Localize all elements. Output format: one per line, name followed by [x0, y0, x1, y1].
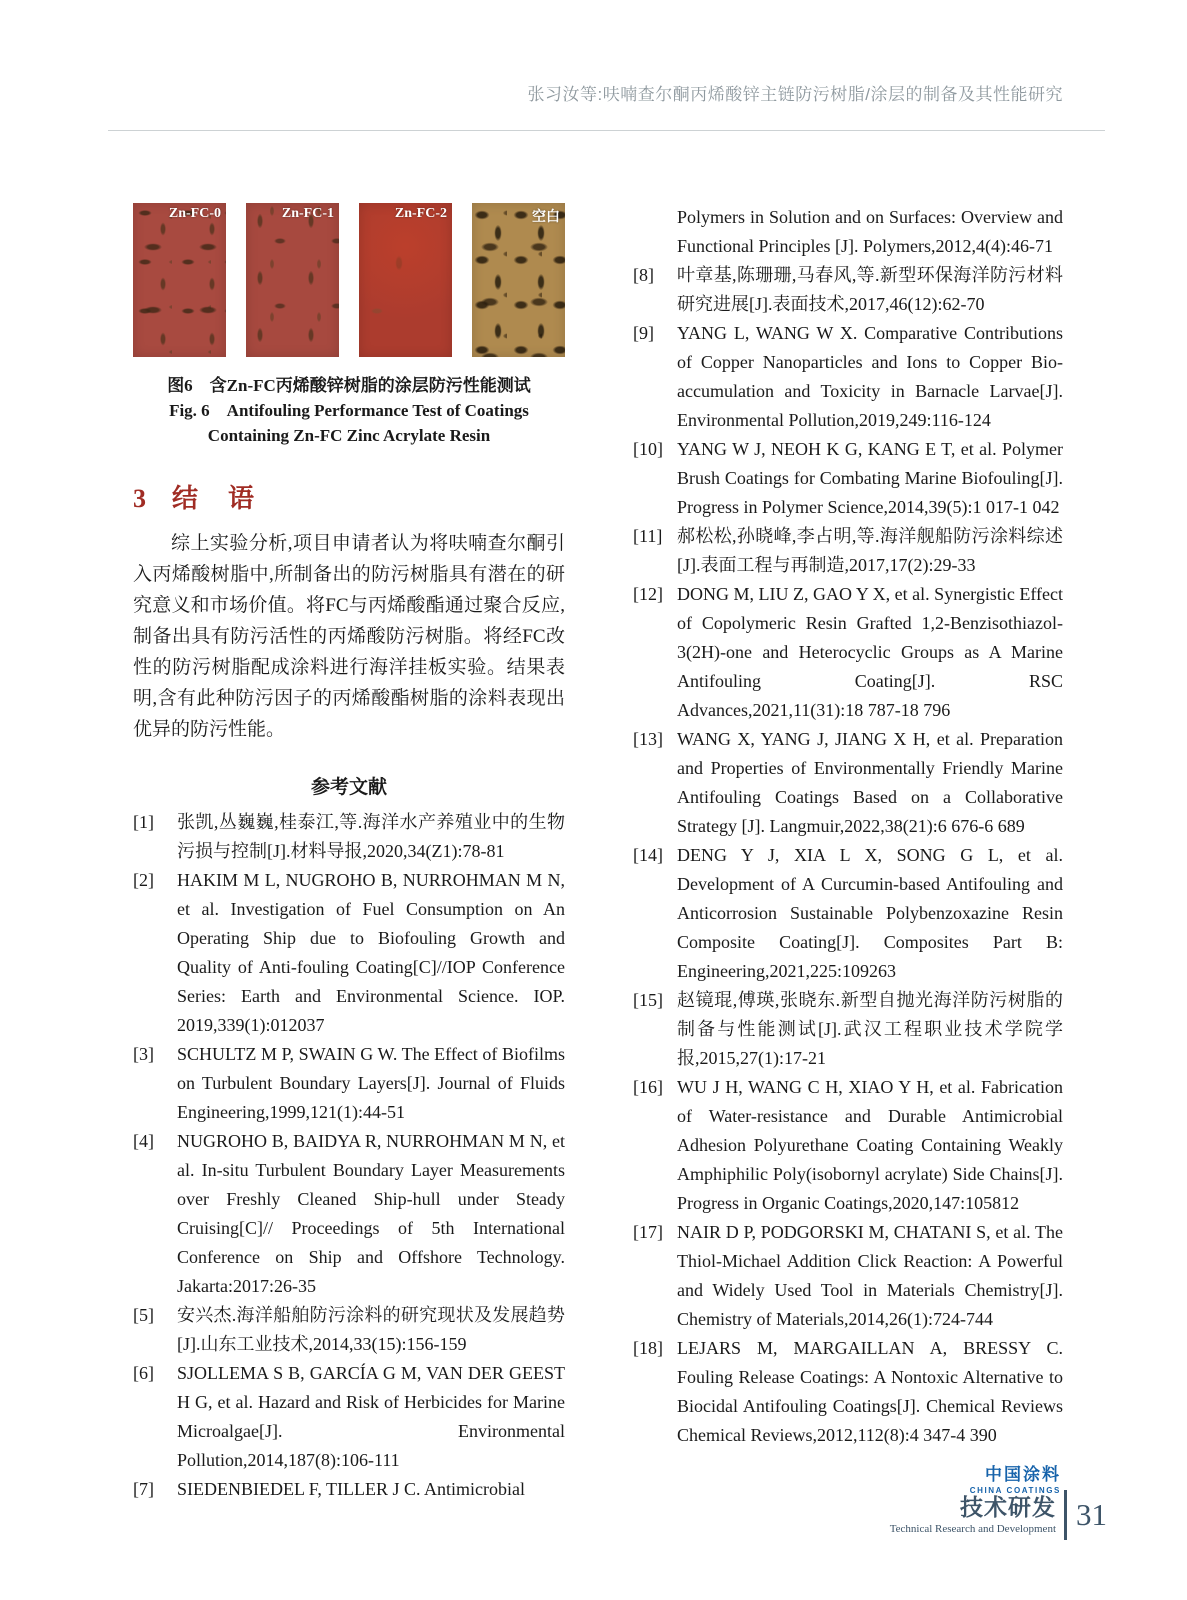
section-body: 综上实验分析,项目申请者认为将呋喃查尔酮引入丙烯酸树脂中,所制备出的防污树脂具有潜在的研究意义和市场价值。将FC与丙烯酸酯通过聚合反应,制备出具有防污活性的丙烯酸防污树脂。将经FC改性的防污树脂配成涂料进行海洋挂板实验。结果表明,含有此种防污因子的丙烯酸酯树脂的涂料表现出优异的防污性能。 [133, 533, 565, 740]
reference-list-left [133, 808, 565, 1504]
reference-item [633, 725, 1063, 841]
reference-item [633, 203, 1063, 261]
reference-number: [4] [133, 1131, 154, 1151]
figure-panel-label: Zn-FC-2 [394, 206, 447, 221]
reference-text: YANG W J, NEOH K G, KANG E T, et al. Polymer Brush Coatings for Combating Marine Biofouling[J]. Progress in Polymer Science,2014,39(5):1 017-1 042 [677, 439, 1063, 517]
reference-item [133, 1040, 565, 1127]
reference-text: SIEDENBIEDEL F, TILLER J C. Antimicrobial [177, 1479, 526, 1499]
reference-item [133, 808, 565, 866]
reference-number: [3] [133, 1044, 154, 1064]
reference-number: [18] [633, 1338, 663, 1358]
reference-item [633, 435, 1063, 522]
page-number: 31 [1076, 1497, 1107, 1532]
reference-text: DONG M, LIU Z, GAO Y X, et al. Synergistic Effect of Copolymeric Resin Grafted 1,2-Benzisothiazol-3(2H)-one and Heterocyclic Groups as A Marine Antifouling Coating[J]. RSC Advances,2021,11(31):18 787-18 796 [677, 584, 1063, 720]
reference-number: [16] [633, 1077, 663, 1097]
reference-number: [11] [633, 526, 663, 546]
reference-number: [12] [633, 584, 663, 604]
figure-panel-label: 空白 [532, 210, 560, 225]
reference-text: LEJARS M, MARGAILLAN A, BRESSY C. Fouling Release Coatings: A Nontoxic Alternative to Biocidal Antifouling Coatings[J]. Chemical Reviews Chemical Reviews,2012,112(8):4 347-4 390 [677, 1338, 1063, 1445]
reference-number: [10] [633, 439, 663, 459]
figure-panel [133, 203, 226, 357]
reference-item [133, 866, 565, 1040]
figure-caption-en-1: Fig. 6 Antifouling Performance Test of Coatings [169, 401, 529, 420]
reference-number: [2] [133, 870, 154, 890]
reference-item [633, 319, 1063, 435]
reference-item [133, 1475, 565, 1504]
reference-number: [13] [633, 729, 663, 749]
reference-number: [14] [633, 845, 663, 865]
section-title: 结 语 [172, 484, 257, 513]
journal-logo-zh: 中国涂料 [985, 1465, 1061, 1484]
figure-panel-label: Zn-FC-1 [281, 206, 334, 221]
reference-text: 赵镜琨,傅瑛,张晓东.新型自抛光海洋防污树脂的制备与性能测试[J].武汉工程职业技术学院学报,2015,27(1):17-21 [677, 990, 1063, 1068]
footer-section-labels [890, 1496, 1056, 1535]
footer-section-en: Technical Research and Development [889, 1522, 1056, 1535]
figure-caption-zh: 图6 含Zn-FC丙烯酸锌树脂的涂层防污性能测试 [167, 376, 531, 395]
section-heading [133, 478, 565, 515]
figure-panel [246, 203, 339, 357]
reference-number [633, 203, 677, 261]
journal-logo-en: CHINA COATINGS [969, 1486, 1061, 1495]
left-column [133, 203, 565, 1504]
page-footer [890, 1490, 1107, 1540]
reference-item [633, 522, 1063, 580]
reference-number: [15] [633, 990, 663, 1010]
reference-item [633, 1218, 1063, 1334]
footer-section-zh: 技术研发 [960, 1494, 1056, 1520]
footer-divider [1064, 1490, 1067, 1540]
references-heading: 参考文献 [310, 777, 387, 798]
reference-number: [17] [633, 1222, 663, 1242]
header-rule [108, 130, 1105, 131]
reference-text: WU J H, WANG C H, XIAO Y H, et al. Fabrication of Water-resistance and Durable Antimicrobial Adhesion Polyurethane Coating Containing Weakly Amphiphilic Poly(isobornyl acrylate) Side Chains[J]. Progress in Organic Coatings,2020,147:105812 [677, 1077, 1063, 1213]
section-number: 3 [133, 484, 146, 513]
reference-item [133, 1127, 565, 1301]
reference-text: NAIR D P, PODGORSKI M, CHATANI S, et al. The Thiol-Michael Addition Click Reaction: A Powerful and Widely Used Tool in Materials Chemistry[J]. Chemistry of Materials,2014,26(1):724-744 [677, 1222, 1063, 1329]
reference-text: 安兴杰.海洋船舶防污涂料的研究现状及发展趋势[J].山东工业技术,2014,33(15):156-159 [177, 1305, 565, 1354]
reference-item [633, 986, 1063, 1073]
reference-item [133, 1359, 565, 1475]
reference-item [633, 1073, 1063, 1218]
reference-text: WANG X, YANG J, JIANG X H, et al. Preparation and Properties of Environmentally Friendly Marine Antifouling Coatings Based on a Collaborative Strategy [J]. Langmuir,2022,38(21):6 676-6 689 [677, 729, 1063, 836]
reference-number: [9] [633, 323, 654, 343]
reference-text: 叶章基,陈珊珊,马春风,等.新型环保海洋防污材料研究进展[J].表面技术,2017,46(12):62-70 [677, 265, 1063, 314]
reference-number: [5] [133, 1305, 154, 1325]
reference-number: [8] [633, 265, 654, 285]
reference-item [633, 1334, 1063, 1450]
reference-number: [1] [133, 812, 154, 832]
figure-caption-en-2: Containing Zn-FC Zinc Acrylate Resin [207, 426, 491, 445]
reference-text: HAKIM M L, NUGROHO B, NURROHMAN M N, et al. Investigation of Fuel Consumption on An Operating Ship due to Biofouling Growth and Quality of Anti-fouling Coating[C]//IOP Conference Series: Earth and Environmental Science. IOP. 2019,339(1):012037 [177, 870, 565, 1035]
reference-item [633, 841, 1063, 986]
running-header-title: 张习汝等:呋喃查尔酮丙烯酸锌主链防污树脂/涂层的制备及其性能研究 [527, 85, 1063, 104]
reference-text: SJOLLEMA S B, GARCÍA G M, VAN DER GEEST H G, et al. Hazard and Risk of Herbicides for Marine Microalgae[J]. Environmental Pollution,2014,187(8):106-111 [177, 1363, 565, 1470]
reference-text: Polymers in Solution and on Surfaces: Overview and Functional Principles [J]. Polymers,2012,4(4):46-71 [677, 207, 1063, 256]
reference-item [133, 1301, 565, 1359]
reference-item [633, 580, 1063, 725]
figure-panel [359, 203, 452, 357]
right-column [633, 203, 1063, 1495]
figure-panel-label: Zn-FC-0 [168, 206, 221, 221]
reference-number: [6] [133, 1363, 154, 1383]
figure-panel [472, 203, 565, 357]
reference-text: 张凯,丛巍巍,桂泰江,等.海洋水产养殖业中的生物污损与控制[J].材料导报,2020,34(Z1):78-81 [177, 812, 565, 861]
reference-text: 郝松松,孙晓峰,李占明,等.海洋舰船防污涂料综述[J].表面工程与再制造,2017,17(2):29-33 [677, 526, 1063, 575]
reference-number: [7] [133, 1479, 154, 1499]
figure-caption [133, 373, 565, 448]
reference-text: DENG Y J, XIA L X, SONG G L, et al. Development of A Curcumin-based Antifouling and Anticorrosion Sustainable Polybenzoxazine Resin Composite Coating[J]. Composites Part B: Engineering,2021,225:109263 [677, 845, 1063, 981]
reference-text: NUGROHO B, BAIDYA R, NURROHMAN M N, et al. In-situ Turbulent Boundary Layer Measurements over Freshly Cleaned Ship-hull under Steady Cruising[C]// Proceedings of 5th International Conference on Ship and Offshore Technology. Jakarta:2017:26-35 [177, 1131, 565, 1296]
reference-text: SCHULTZ M P, SWAIN G W. The Effect of Biofilms on Turbulent Boundary Layers[J]. Journal of Fluids Engineering,1999,121(1):44-51 [177, 1044, 565, 1122]
figure-panels [133, 203, 565, 357]
reference-item [633, 261, 1063, 319]
reference-text: YANG L, WANG W X. Comparative Contributions of Copper Nanoparticles and Ions to Copper Bio-accumulation and Toxicity in Barnacle Larvae[J]. Environmental Pollution,2019,249:116-124 [677, 323, 1063, 430]
reference-list-right [633, 203, 1063, 1450]
